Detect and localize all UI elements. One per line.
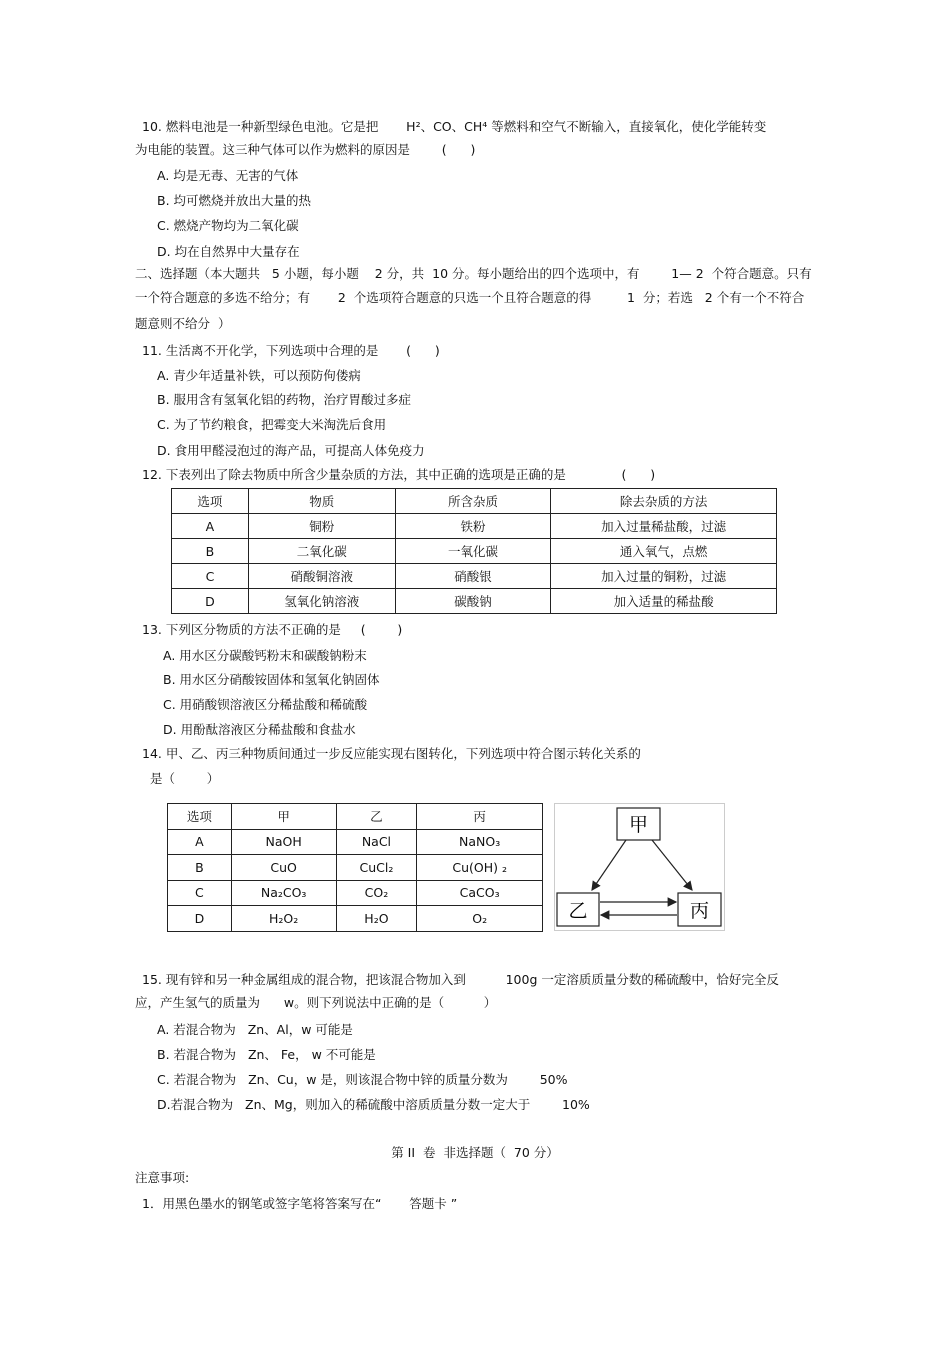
table-cell: 氢氧化钠溶液 [248, 589, 395, 614]
header-cell: 除去杂质的方法 [551, 489, 777, 514]
table-cell: 铜粉 [248, 514, 395, 539]
header-cell: 甲 [231, 804, 336, 830]
table-cell: 一氧化碳 [395, 539, 551, 564]
section2-line1: 二、选择题（本大题共 5 小题，每小题 2 分，共 10 分。每小题给出的四个选项中，有 1— 2 个符合题意。只有 [135, 266, 812, 281]
q10-option-c: C. 燃烧产物均为二氧化碳 [157, 218, 299, 233]
table-row [168, 880, 543, 906]
table-row [172, 514, 777, 539]
table-row [168, 829, 543, 855]
table-cell: D [168, 906, 232, 932]
part2-title: 第 II 卷 非选择题（ 70 分） [391, 1145, 559, 1160]
table-cell: H₂O₂ [231, 906, 336, 932]
q11-stem: 11. 生活离不开化学，下列选项中合理的是 ( ) [142, 343, 440, 358]
header-cell: 选项 [168, 804, 232, 830]
table-row [172, 539, 777, 564]
q10-line1: 10. 燃料电池是一种新型绿色电池。它是把 H²、CO、CH⁴ 等燃料和空气不断输入，直接氧化，使化学能转变 [142, 119, 767, 134]
table-cell: NaCl [336, 829, 417, 855]
section2-line2: 一个符合题意的多选不给分；有 2 个选项符合题意的只选一个且符合题意的得 1 分；若选 2 个有一个不符合 [135, 290, 805, 305]
table-cell: NaOH [231, 829, 336, 855]
table-cell: CaCO₃ [417, 880, 543, 906]
table-cell: Na₂CO₃ [231, 880, 336, 906]
q14-table [167, 803, 543, 932]
node-bing-label: 丙 [689, 900, 710, 922]
table-cell: C [172, 564, 249, 589]
header-cell: 选项 [172, 489, 249, 514]
table-cell: 加入过量的铜粉，过滤 [551, 564, 777, 589]
header-cell: 乙 [336, 804, 417, 830]
q15-line2: 应，产生氢气的质量为 w。则下列说法中正确的是（ ） [135, 995, 497, 1010]
table-cell: CuCl₂ [336, 855, 417, 881]
header-cell: 丙 [417, 804, 543, 830]
table-cell: 加入过量稀盐酸，过滤 [551, 514, 777, 539]
table-cell: 二氧化碳 [248, 539, 395, 564]
section2-line3: 题意则不给分 ） [135, 316, 231, 331]
table-cell: 加入适量的稀盐酸 [551, 589, 777, 614]
table-row [172, 589, 777, 614]
table-cell: B [172, 539, 249, 564]
table-cell: C [168, 880, 232, 906]
node-yi-label: 乙 [568, 900, 588, 922]
q13-option-c: C. 用硝酸钡溶液区分稀盐酸和稀硫酸 [163, 697, 368, 712]
q15-option-c: C. 若混合物为 Zn、Cu，w 是，则该混合物中锌的质量分数为 50% [157, 1072, 568, 1087]
q15-option-d: D.若混合物为 Zn、Mg，则加入的稀硫酸中溶质质量分数一定大于 10% [157, 1097, 590, 1112]
conversion-diagram [554, 803, 726, 931]
node-jia-label: 甲 [628, 814, 649, 836]
arrow-jia-to-bing [652, 840, 692, 890]
table-row [172, 564, 777, 589]
q10-option-b: B. 均可燃烧并放出大量的热 [157, 193, 312, 208]
q13-option-d: D. 用酚酞溶液区分稀盐酸和食盐水 [163, 722, 356, 737]
table-cell: 硝酸铜溶液 [248, 564, 395, 589]
header-cell: 所含杂质 [395, 489, 551, 514]
table-cell: 碳酸钠 [395, 589, 551, 614]
q10-option-a: A. 均是无毒、无害的气体 [157, 168, 299, 183]
q11-option-b: B. 服用含有氢氧化铝的药物，治疗胃酸过多症 [157, 392, 412, 407]
q11-option-c: C. 为了节约粮食，把霉变大米淘洗后食用 [157, 417, 387, 432]
table-header-row [168, 804, 543, 830]
table-cell: D [172, 589, 249, 614]
table-cell: Cu(OH) ₂ [417, 855, 543, 881]
q11-option-a: A. 青少年适量补铁，可以预防佝偻病 [157, 368, 361, 383]
q15-option-a: A. 若混合物为 Zn、Al，w 可能是 [157, 1022, 353, 1037]
q15-option-b: B. 若混合物为 Zn、 Fe， w 不可能是 [157, 1047, 376, 1062]
header-cell: 物质 [248, 489, 395, 514]
arrow-jia-to-yi [592, 840, 626, 890]
table-row [168, 855, 543, 881]
table-cell: CuO [231, 855, 336, 881]
q14-line1: 14. 甲、乙、丙三种物质间通过一步反应能实现右图转化，下列选项中符合图示转化关系的 [142, 746, 641, 761]
q13-option-a: A. 用水区分碳酸钙粉末和碳酸钠粉末 [163, 648, 367, 663]
table-cell: A [172, 514, 249, 539]
q15-line1: 15. 现有锌和另一种金属组成的混合物，把该混合物加入到 100g 一定溶质质量分数的稀硫酸中，恰好完全反 [142, 972, 779, 987]
table-cell: 铁粉 [395, 514, 551, 539]
table-row [168, 906, 543, 932]
q10-line2: 为电能的装置。这三种气体可以作为燃料的原因是 ( ) [135, 142, 476, 157]
part2-item1: 1．用黑色墨水的钢笔或签字笔将答案写在“ 答题卡 ” [142, 1196, 458, 1211]
part2-notice: 注意事项: [135, 1170, 190, 1185]
table-cell: B [168, 855, 232, 881]
q11-option-d: D. 食用甲醛浸泡过的海产品，可提高人体免疫力 [157, 443, 425, 458]
table-cell: A [168, 829, 232, 855]
q10-option-d: D. 均在自然界中大量存在 [157, 244, 300, 259]
q14-line2: 是（ ） [150, 771, 220, 786]
q13-stem: 13. 下列区分物质的方法不正确的是 ( ) [142, 622, 403, 637]
q12-table [171, 488, 777, 614]
table-cell: 硝酸银 [395, 564, 551, 589]
table-cell: CO₂ [336, 880, 417, 906]
table-cell: 通入氧气，点燃 [551, 539, 777, 564]
table-cell: H₂O [336, 906, 417, 932]
q12-stem: 12. 下表列出了除去物质中所含少量杂质的方法，其中正确的选项是正确的是 ( ) [142, 467, 656, 482]
table-cell: NaNO₃ [417, 829, 543, 855]
table-header-row [172, 489, 777, 514]
table-cell: O₂ [417, 906, 543, 932]
q13-option-b: B. 用水区分硝酸铵固体和氢氧化钠固体 [163, 672, 380, 687]
